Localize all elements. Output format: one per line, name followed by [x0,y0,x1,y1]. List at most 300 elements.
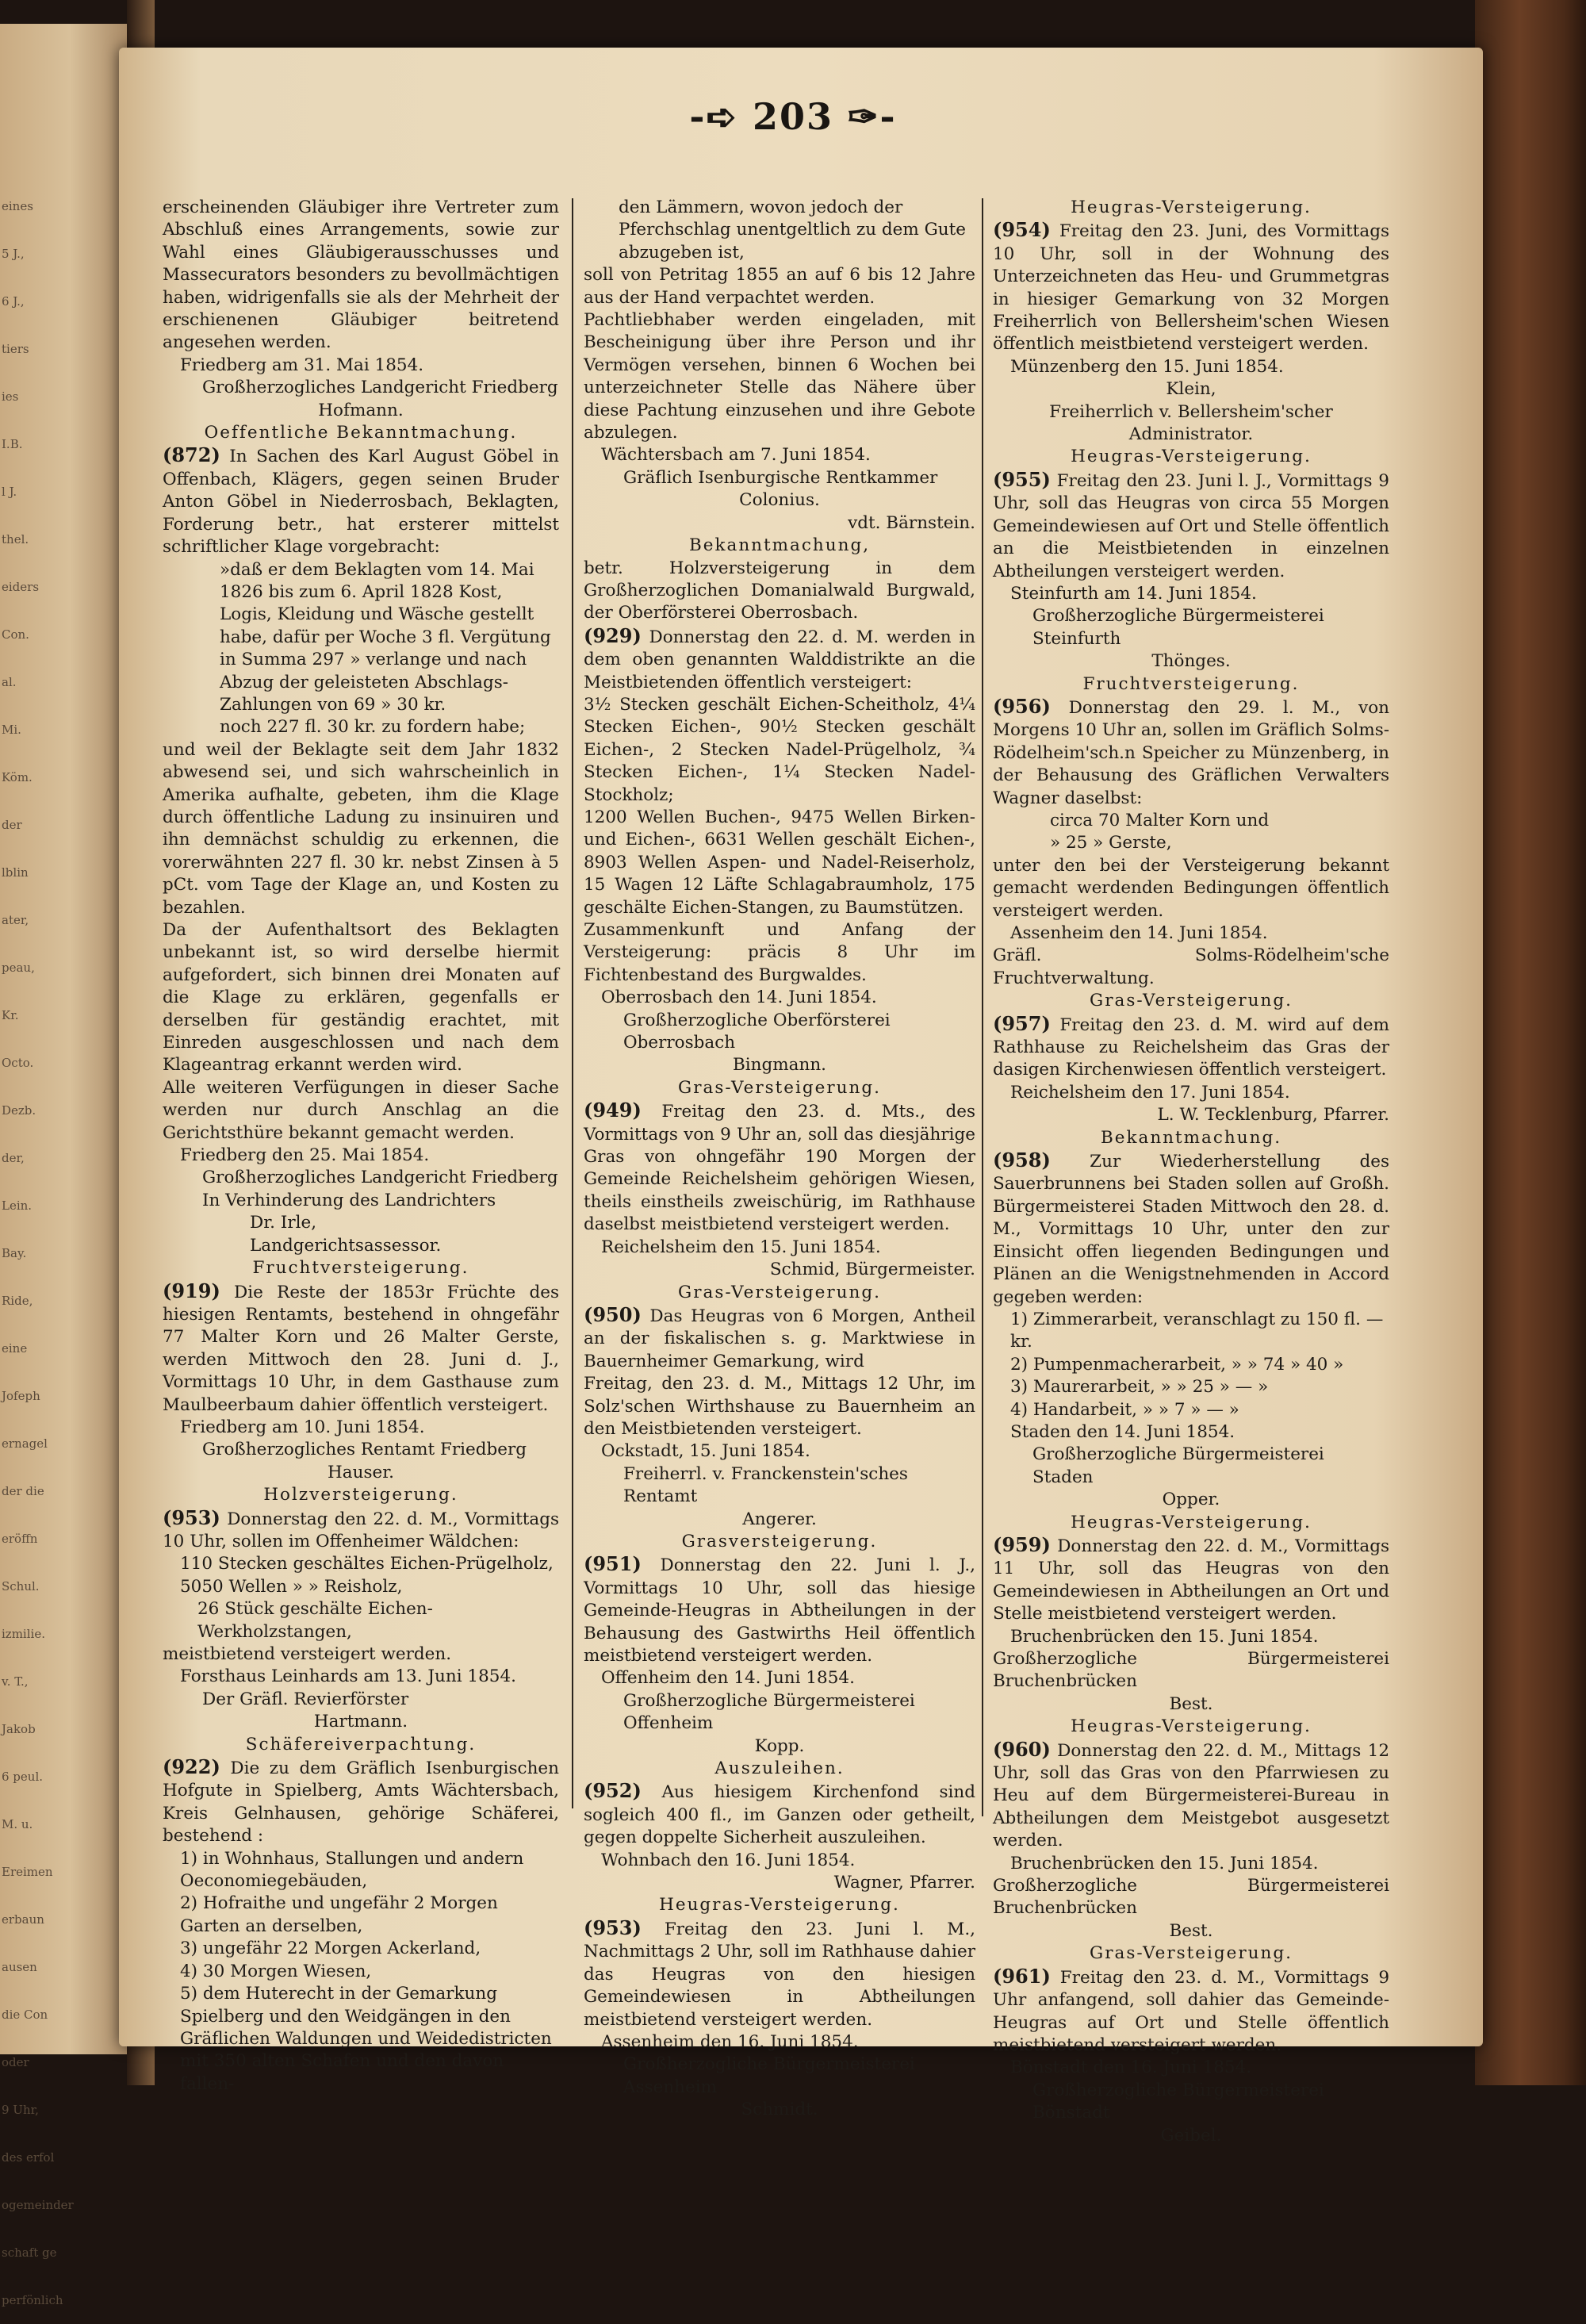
paragraph [163,444,559,558]
signature-line [163,1235,559,1257]
indented-line [993,810,1389,832]
margin-fragment: erbaun [2,1912,44,1927]
text: noch 227 fl. 30 kr. zu fordern habe; [220,717,526,738]
margin-fragment: l J. [2,485,17,499]
section-heading [163,1484,559,1506]
text: Schäfereiverpachtung. [245,1734,477,1755]
text: 2) Hofraithe und ungefähr 2 Morgen Garten an derselben, [180,1893,498,1936]
notice-number: (955) [993,467,1051,491]
notice-number: (956) [993,694,1051,718]
text: 1200 Wellen Buchen-, 9475 Wellen Birken- und Eichen-, 6631 Wellen geschält Eichen-, 8903 Wellen Aspen- und Nadel-Reiserholz, 15 Wagen 12 Läfte Schlagabraumholz, 175 geschälte Eichen-Stangen, zu Baumstützen. [584,807,975,918]
signature-line [584,467,975,489]
text: Friedberg am 10. Juni 1854. [180,1417,425,1437]
text: und weil der Beklagte seit dem Jahr 1832 abwesend sei, und sich wahrscheinlich in Amerika aufhalte, gebeten, ihm die Klage durch öffentliche Ladung zu insinuiren und ihn demnächst schuldig zu erkennen, die vorerwähnten 227 fl. 30 kr. nebst Zinsen à 5 pCt. vom Tage der Klage an, und Kosten zu bezahlen. [163,739,559,918]
paragraph [163,919,559,1077]
text: Gräfl. Solms-Rödelheim'sche Fruchtverwaltung. [993,945,1389,988]
indented-line [163,1598,559,1643]
dateline [584,1237,975,1259]
text: Der Gräfl. Revierförster [202,1689,409,1709]
text: In Verhinderung des Landrichters [202,1190,496,1210]
margin-fragment: ernagel [2,1436,48,1451]
text: unter den bei der Versteigerung bekannt gemacht werdenden Bedingungen öffentlich versteigert werden. [993,855,1389,921]
signature-line [993,605,1389,650]
notice-number: (953) [584,1916,642,1939]
text: Auszuleihen. [714,1758,845,1779]
text: Bekanntmachung, [688,535,871,556]
dateline [163,1848,559,1893]
paragraph [584,1099,975,1236]
paragraph [584,264,975,309]
text: Großherzogliche Bürgermeisterei Steinfurth [1032,606,1324,649]
dateline [163,355,559,377]
paragraph [993,1965,1389,2057]
text: Best. [1169,1693,1213,1714]
margin-fragment: Köm. [2,770,33,784]
text: 2) Pumpenmacherarbeit, » » 74 » 40 » [1010,1354,1344,1375]
text: Großherzogliche Bürgermeisterei Assenheim [623,2054,915,2097]
section-heading [584,535,975,557]
text: Hofmann. [318,400,404,420]
text: Bekanntmachung. [1100,1127,1282,1148]
text: Angerer. [742,1509,817,1529]
text: Freitag den 23. d. Mts., des Vormittags von 9 Uhr an, soll das diesjährige Gras von ohngefähr 190 Morgen der Gemeinde Reichelsheim gehörigen Wiesen, theils einstheils zweischürig, im Rathhause daselbst meistbietend versteigert werden. [584,1102,975,1235]
signature-line [993,1444,1389,1489]
signatory-name [163,400,559,422]
section-heading [584,1758,975,1780]
margin-fragment: thel. [2,532,29,546]
column-rule [572,198,573,1808]
signatory-name [993,1104,1389,1126]
text: Heugras-Versteigerung. [1071,447,1312,467]
paragraph [584,919,975,987]
signature-line [163,1212,559,1234]
text: 110 Stecken geschältes Eichen-Prügelholz, [180,1554,554,1574]
text: Heugras-Versteigerung. [1071,1512,1312,1532]
text: Großherzogliche Bürgermeisterei Bönstadt [1032,2080,1324,2123]
text: Freitag den 23. Juni, des Vormittags 10 Uhr, soll in der Wohnung des Unterzeichneten das Heu- und Grummetgras in hiesiger Gemarkung von 32 Morgen Freiherrlich von Bellersheim'schen Wiesen öffentlich meistbietend versteigert werden. [993,221,1389,355]
text: Donnerstag den 22. Juni l. J., Vormittags 10 Uhr, soll das hiesige Gemeinde-Heugras in Abtheilungen in der Behausung des Gastwirths Heil öffentlich meistbietend versteigert werden. [584,1555,975,1666]
signatory-name [584,2099,975,2121]
dateline [163,1576,559,1598]
indented-line [584,197,975,264]
text: Gras-Versteigerung. [678,1077,881,1098]
text: Kopp. [754,1735,805,1756]
column-rule [982,198,983,1816]
margin-fragment: Dezb. [2,1103,36,1118]
signatory-name [584,512,975,535]
text: Alle weiteren Verfügungen in dieser Sache werden nur durch Anschlag an die Gerichtsthüre bekannt gemacht werden. [163,1077,559,1143]
signature-line [163,1190,559,1212]
dateline [163,1938,559,1960]
text: Landgerichtsassessor. [250,1235,442,1256]
margin-fragment: Lein. [2,1198,33,1213]
paragraph [163,1077,559,1145]
margin-fragment: al. [2,675,17,689]
paragraph [993,469,1389,583]
text: 1) Zimmerarbeit, veranschlagt zu 150 fl. — kr. [1010,1309,1384,1352]
text: L. W. Tecklenburg, Pfarrer. [1157,1105,1389,1126]
margin-fragment: 6 J., [2,294,25,309]
signature-line [993,2080,1389,2125]
text: In Sachen des Karl August Göbel in Offenbach, Klägers, gegen seinen Bruder Anton Göbel in Niederrosbach, Beklagten, Forderung betr., hat ersterer mittelst schriftlicher Klage vorgebracht: [163,447,559,558]
signatory-name [993,650,1389,673]
text: Fruchtversteigerung. [1082,673,1300,694]
section-heading [993,1716,1389,1738]
text: Heugras-Versteigerung. [1071,198,1312,217]
indented-line [163,716,559,738]
margin-fragment: izmilie. [2,1627,45,1641]
text: Freitag den 23. Juni l. J., Vormittags 9 Uhr, soll das Heugras von circa 55 Morgen Gemeindewiesen auf Ort und Stelle öffentlich an die Meistbietenden in einzelnen Abtheilungen versteigert werden. [993,470,1389,581]
margin-fragment: eines [2,199,33,213]
text: Gras-Versteigerung. [1090,991,1293,1011]
notice-number: (957) [993,1011,1051,1035]
text: meistbietend versteigert werden. [163,1644,452,1664]
margin-fragment: M. u. [2,1817,33,1831]
margin-fragment: der die [2,1484,44,1498]
paragraph [993,855,1389,922]
text: 3) ungefähr 22 Morgen Ackerland, [180,1939,481,1959]
paragraph [584,558,975,625]
text: Friedberg den 25. Mai 1854. [180,1145,430,1166]
text: Grasversteigerung. [681,1531,878,1551]
text: Großherzogliches Landgericht Friedberg [202,1168,558,1188]
text: erscheinenden Gläubiger ihre Vertreter zum Abschluß eines Arrangements, sowie zur Wahl eines Gläubigerausschusses und Massecurators besonders zu bevollmächtigen haben, widrigenfalls sie als der Mehrheit der erschienenen Gläubiger beitretend angesehen werden. [163,198,559,353]
text: Das Heugras von 6 Morgen, Antheil an der fiskalischen s. g. Marktwiese in Bauernheimer Gemarkung, wird [584,1306,975,1371]
text: Holzversteigerung. [263,1485,458,1505]
text: Offenheim den 14. Juni 1854. [601,1668,855,1689]
signatory-name [584,1509,975,1531]
margin-fragment: Jofeph [2,1389,40,1403]
text: Gras-Versteigerung. [1090,1943,1293,1964]
section-heading [163,1257,559,1279]
text: Gras-Versteigerung. [678,1282,881,1302]
text: Donnerstag den 22. d. M. werden in dem oben genannten Walddistrikte an die Meistbietenden öffentlich versteigert: [584,627,975,692]
dateline [163,1893,559,1938]
section-heading [584,1282,975,1304]
text: Bingmann. [732,1055,827,1076]
margin-fragment: des erfol [2,2150,55,2165]
text: »daß er dem Beklagten vom 14. Mai 1826 bis zum 6. April 1828 Kost, Logis, Kleidung und Wäsche gestellt habe, dafür per Woche 3 fl. Vergütung in Summa 297 » verlange und nach Abzug der geleisteten Abschlags-Zahlungen von 69 » 30 kr. [220,559,551,715]
notice-number: (952) [584,1779,642,1803]
text: Die Reste der 1853r Früchte des hiesigen Rentamts, bestehend in ohngefähr 77 Malter Korn und 26 Malter Gerste, werden Mittwoch den 28. Juni d. J., Vormittags 10 Uhr, in dem Gasthause zum Maulbeerbaum dahier öffentlich versteigert. [163,1282,559,1415]
dateline [993,1376,1389,1398]
text: betr. Holzversteigerung in dem Großherzoglichen Domanialwald Burgwald, der Oberförsterei Oberrosbach. [584,558,975,623]
notice-number: (958) [993,1149,1051,1172]
section-heading [993,1512,1389,1534]
notice-number: (951) [584,1552,642,1576]
margin-fragment: Con. [2,627,29,642]
section-heading [584,1531,975,1553]
margin-fragment: ausen [2,1960,37,1974]
text: Hauser. [328,1462,394,1482]
margin-fragment: ogemeinder [2,2198,74,2212]
text: Heugras-Versteigerung. [659,1895,900,1916]
dateline [993,922,1389,945]
text: Donnerstag den 22. d. M., Vormittags 10 Uhr, sollen im Offenheimer Wäldchen: [163,1509,559,1551]
dateline [584,2031,975,2054]
text: 3½ Stecken geschält Eichen-Scheitholz, 4¼ Stecken Eichen-, 90½ Stecken geschält Eichen-, 2 Stecken Nadel-Prügelholz, ¾ Stecken Eichen-, 1¼ Stecken Nadel-Stockholz; [584,694,975,805]
margin-fragment: der, [2,1151,25,1165]
text: Wagner, Pfarrer. [833,1873,975,1893]
paragraph [584,694,975,807]
indented-line [993,832,1389,854]
text: Dr. Irle, [250,1213,317,1233]
notice-number: (960) [993,1737,1051,1761]
text: Großherzogliche Bürgermeisterei Offenheim [623,1690,915,1734]
dateline [993,1626,1389,1648]
text: Colonius. [739,490,820,511]
signature-line [584,1463,975,1509]
text: Heugras-Versteigerung. [1071,1716,1312,1737]
margin-fragment: Octo. [2,1056,34,1070]
paragraph [993,945,1389,990]
section-heading [993,673,1389,696]
dateline [163,1553,559,1575]
text: Oeffentliche Bekanntmachung. [204,423,518,443]
signatory-name [993,1489,1389,1511]
text: Thönges. [1151,651,1231,672]
text: Zur Wiederherstellung des Sauerbrunnens bei Staden sollen auf Großh. Bürgermeisterei Staden Mittwoch den 28. d. M., Vormittags 10 Uhr, unter den zur Einsicht offen liegenden Bedingungen und Plänen an die Wenigstnehmenden in Accord gegeben werden: [993,1152,1389,1307]
section-heading [993,1942,1389,1965]
text: Großherzogliche Bürgermeisterei Bruchenbrücken [993,1876,1389,1919]
paragraph [584,807,975,919]
dateline [993,1853,1389,1875]
text: Schmid, Bürgermeister. [769,1260,975,1280]
margin-fragment: Mi. [2,723,21,737]
signature-line [163,1439,559,1461]
margin-fragment: ater, [2,913,29,927]
text: Fruchtversteigerung. [252,1258,469,1279]
section-heading [163,422,559,444]
text: Aus hiesigem Kirchenfond sind sogleich 400 fl., im Ganzen oder getheilt, gegen doppelte Sicherheit auszuleihen. [584,1782,975,1848]
text: soll von Petritag 1855 an auf 6 bis 12 Jahre aus der Hand verpachtet werden. [584,265,975,308]
notice-number: (929) [584,623,642,647]
signatory-name [584,1259,975,1281]
section-heading [163,1734,559,1756]
section-heading [993,990,1389,1012]
page-number: -➪ 203 ✑- [689,95,897,138]
margin-fragment: 5 J., [2,247,25,261]
text: Großherzogliche Oberförsterei Oberrosbach [623,1010,891,1053]
notice-number: (950) [584,1302,642,1326]
text: Freitag den 23. d. M., Vormittags 9 Uhr anfangend, soll dahier das Gemeinde-Heugras auf Ort und Stelle öffentlich meistbietend versteigert werden. [993,1967,1389,2055]
text: circa 70 Malter Korn und [1050,810,1270,830]
dateline [163,1961,559,1983]
dateline [163,1145,559,1167]
dateline [993,1421,1389,1444]
signatory-name [584,1054,975,1076]
dateline [584,444,975,466]
notice-number: (872) [163,443,220,467]
dateline [993,2057,1389,2079]
section-heading [584,1894,975,1916]
paragraph [584,625,975,694]
margin-fragment: Ereimen [2,1865,53,1879]
text: Wächtersbach am 7. Juni 1854. [601,445,871,466]
column-left [163,197,559,2096]
paragraph [993,1875,1389,1920]
text: Gräflich Isenburgische Rentkammer [623,467,938,488]
notice-number: (922) [163,1755,220,1779]
margin-fragment: oder [2,2055,29,2069]
text: Ockstadt, 15. Juni 1854. [601,1441,810,1462]
margin-fragment: eiders [2,580,40,594]
text: Oberrosbach den 14. Juni 1854. [601,988,877,1008]
margin-fragment: der [2,818,22,832]
dateline [993,1082,1389,1104]
margin-fragment: I.B. [2,437,23,451]
signature-line [584,1690,975,1735]
text: Großherzogliche Bürgermeisterei Staden [1032,1444,1324,1487]
dateline [163,1983,559,2096]
dateline [584,1440,975,1463]
text: Reichelsheim den 17. Juni 1854. [1010,1082,1290,1103]
text: Bönstadt den 16. Juni 1854. [1010,2057,1252,2078]
margin-fragment: perfönlich [2,2293,63,2307]
dateline [584,1667,975,1689]
text: Reichelsheim den 15. Juni 1854. [601,1237,881,1257]
dateline [993,1399,1389,1421]
margin-fragment: tiers [2,342,29,356]
text: Bruchenbrücken den 15. Juni 1854. [1010,1853,1319,1873]
signature-line [163,1167,559,1189]
book-binding [1475,0,1586,2085]
paragraph [163,1280,559,1417]
margin-fragment: Schul. [2,1579,40,1593]
paragraph [584,1373,975,1440]
section-heading [993,1127,1389,1149]
previous-page-margin-text [2,182,121,2324]
text: Pachtliebhaber werden eingeladen, mit Bescheinigung über ihre Person und ihr Vermögen versehen, binnen 6 Wochen bei unterzeichneter Stelle das Nähere über diese Pachtung einzusehen und ihre Gebote abzulegen. [584,310,975,443]
signatory-name [584,489,975,512]
margin-fragment: Jakob [2,1722,36,1736]
signatory-name [993,378,1389,401]
paragraph [163,1643,559,1666]
signature-line [584,2054,975,2099]
text: Freitag, den 23. d. M., Mittags 12 Uhr, im Solz'schen Wirthshause zu Bauernheim an den Meistbietenden versteigert. [584,1374,975,1439]
text: Forsthaus Leinhards am 13. Juni 1854. [180,1666,516,1687]
text: Opper. [1162,1490,1220,1510]
paragraph [584,1780,975,1849]
text: 1) in Wohnhaus, Stallungen und andern Oeconomiegebäuden, [180,1848,524,1892]
text: » 25 » Gerste, [1050,833,1172,853]
dateline [163,1666,559,1688]
text: den Lämmern, wovon jedoch der Pferchschlag unentgeltlich zu dem Gute abzugeben ist, [619,198,967,263]
paragraph [584,1304,975,1373]
paragraph [993,1534,1389,1626]
signature-line [584,1010,975,1055]
paragraph [993,1013,1389,1082]
signatory-name [584,1735,975,1758]
paragraph [584,1917,975,2031]
text: Freiherrl. v. Franckenstein'sches Rentamt [623,1463,908,1507]
paragraph [584,309,975,444]
margin-fragment: peau, [2,961,35,975]
text: 4) Handarbeit, » » 7 » — » [1010,1399,1239,1420]
section-heading [993,446,1389,468]
paragraph [163,1756,559,1848]
margin-fragment: schaft ge [2,2245,57,2260]
margin-fragment: lblin [2,865,29,880]
signature-line [163,1689,559,1711]
margin-fragment: Bay. [2,1246,27,1260]
margin-fragment: v. T., [2,1674,29,1689]
text: Münzenberg den 15. Juni 1854. [1010,356,1284,377]
text: Hartmann. [313,1712,408,1732]
notice-number: (919) [163,1279,220,1302]
text: Wohnbach den 16. Juni 1854. [601,1850,856,1870]
text: Donnerstag den 22. d. M., Vormittags 11 Uhr, soll das Heugras von den Gemeindewiesen in Abtheilungen an Ort und Stelle meistbietend versteigert werden. [993,1536,1389,1624]
text: vdt. Bärnstein. [848,512,975,533]
text: 5050 Wellen » » Reisholz, [180,1576,403,1597]
signatory-name [584,1872,975,1894]
text: Geibel. [1160,2125,1222,2146]
signatory-name [993,1693,1389,1716]
text: Schmidt. [741,2100,818,2120]
notice-number: (953) [163,1505,220,1529]
margin-fragment: 6 peul. [2,1770,44,1784]
text: Klein, [1166,379,1216,400]
dateline [993,356,1389,378]
paragraph [993,219,1389,355]
dateline [163,1417,559,1439]
text: Freitag den 23. d. M. wird auf dem Rathhause zu Reichelsheim das Gras der dasigen Kirchenwiesen öffentlich versteigert. [993,1014,1389,1080]
paragraph [993,1739,1389,1853]
notice-number: (949) [584,1099,642,1122]
text: Assenheim den 16. Juni 1854. [601,2031,859,2052]
text: Da der Aufenthaltsort des Beklagten unbekannt ist, so wird derselbe hiermit aufgefordert, sich binnen drei Monaten auf die Klage zu erklären, gegenfalls er derselben für geständig erachtet, mit Einreden ausgeschlossen und nach dem Klageantrag erkannt werden wird. [163,920,559,1076]
text: Donnerstag den 22. d. M., Mittags 12 Uhr, soll das Gras von den Pfarrwiesen zu Heu auf dem Bürgermeisterei-Bureau in Abtheilungen dem Meistgebot ausgesetzt werden. [993,1740,1389,1851]
margin-fragment: 9 Uhr, [2,2103,39,2117]
dateline [584,987,975,1009]
dateline [584,1850,975,1872]
previous-page-edge [0,24,129,2307]
signatory-name [993,1920,1389,1942]
text: 4) 30 Morgen Wiesen, [180,1961,372,1981]
text: Freiherrlich v. Bellersheim'scher Administrator. [1049,401,1333,445]
paragraph [163,739,559,919]
dateline [993,1309,1389,1354]
signatory-name [993,2125,1389,2147]
text: Best. [1169,1920,1213,1941]
paragraph [584,1553,975,1667]
signatory-name [163,1462,559,1484]
paragraph [163,1507,559,1554]
margin-fragment: Kr. [2,1008,19,1022]
margin-fragment: die Con [2,2008,48,2022]
text: Zusammenkunft und Anfang der Versteigerung: präcis 8 Uhr im Fichtenbestand des Burgwaldes. [584,920,975,985]
text: Freitag den 23. Juni l. M., Nachmittags 2 Uhr, soll im Rathhause dahier das Heugras von den hiesigen Gemeindewiesen in Abtheilungen meistbietend versteigert werden. [584,1919,975,2030]
text: Großherzogliche Bürgermeisterei Bruchenbrücken [993,1649,1389,1692]
margin-fragment: ies [2,389,19,404]
signature-line [163,377,559,399]
margin-fragment: Ride, [2,1294,33,1308]
dateline [993,583,1389,605]
notice-number: (961) [993,1964,1051,1988]
indented-line [163,559,559,717]
column-right [993,197,1389,2147]
signatory-name [993,401,1389,447]
margin-fragment: eine [2,1341,28,1356]
text: 3) Maurerarbeit, » » 25 » — » [1010,1377,1269,1398]
signatory-name [163,1711,559,1733]
text: Staden den 14. Juni 1854. [1010,1421,1235,1442]
text: Steinfurth am 14. Juni 1854. [1010,583,1257,604]
text: 5) dem Huterecht in der Gemarkung Spielberg und den Weidgängen in den Gräflichen Waldungen und Weidedistricten mit 350 alten Schafen und den davon fallen- [180,1984,552,2094]
dateline [993,1354,1389,1376]
paragraph [163,197,559,355]
text: 26 Stück geschälte Eichen-Werkholzstangen, [197,1599,433,1642]
